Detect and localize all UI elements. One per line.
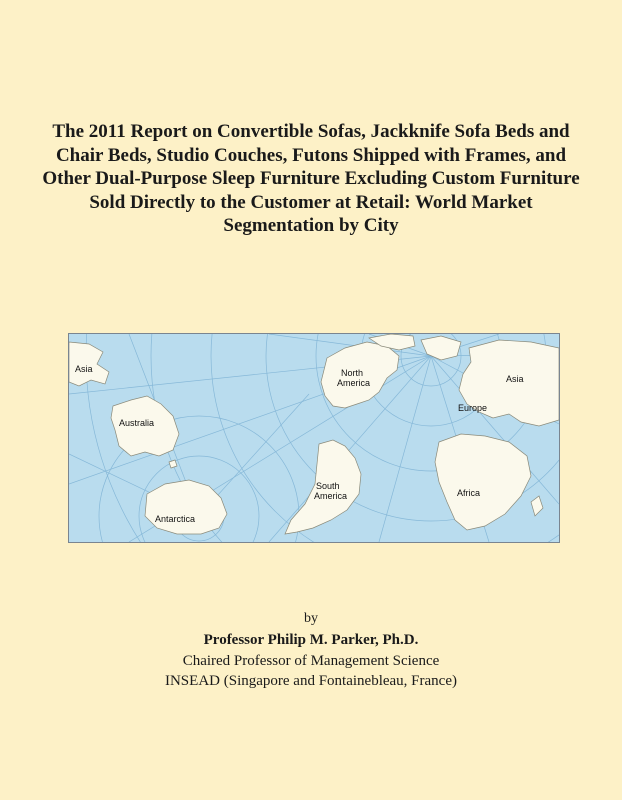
map-label-africa: Africa (457, 488, 481, 498)
author-title: Chaired Professor of Management Science (182, 653, 440, 669)
landmass-africa (435, 434, 531, 530)
byline-by: by (304, 611, 318, 626)
map-label-australia: Australia (119, 418, 155, 428)
map-label-south-america-line1: South (316, 481, 340, 491)
map-label-antarctica: Antarctica (155, 514, 196, 524)
map-label-south-america-line2: America (314, 491, 348, 501)
world-map-graphic (69, 334, 559, 542)
map-label-asia-west: Asia (75, 364, 93, 374)
landmass-antarctica (145, 480, 227, 534)
map-label-north-america-line1: North (341, 368, 364, 378)
author-name: Professor Philip M. Parker, Ph.D. (203, 632, 419, 648)
map-label-asia-east: Asia (506, 374, 524, 384)
author-affiliation: INSEAD (Singapore and Fontainebleau, France) (164, 673, 457, 689)
map-label-north-america-line2: America (337, 378, 371, 388)
world-map (68, 333, 560, 543)
report-title: The 2011 Report on Convertible Sofas, Jackknife Sofa Beds and Chair Beds, Studio Couches, Futons Shipped with Frames, and Other Dual-Purpose Sleep Furniture Excluding Custom Furniture Sold Directly to the Customer at Retail: World Market Segmentation by City (42, 121, 580, 237)
map-land (69, 334, 559, 534)
map-label-europe: Europe (458, 403, 488, 413)
